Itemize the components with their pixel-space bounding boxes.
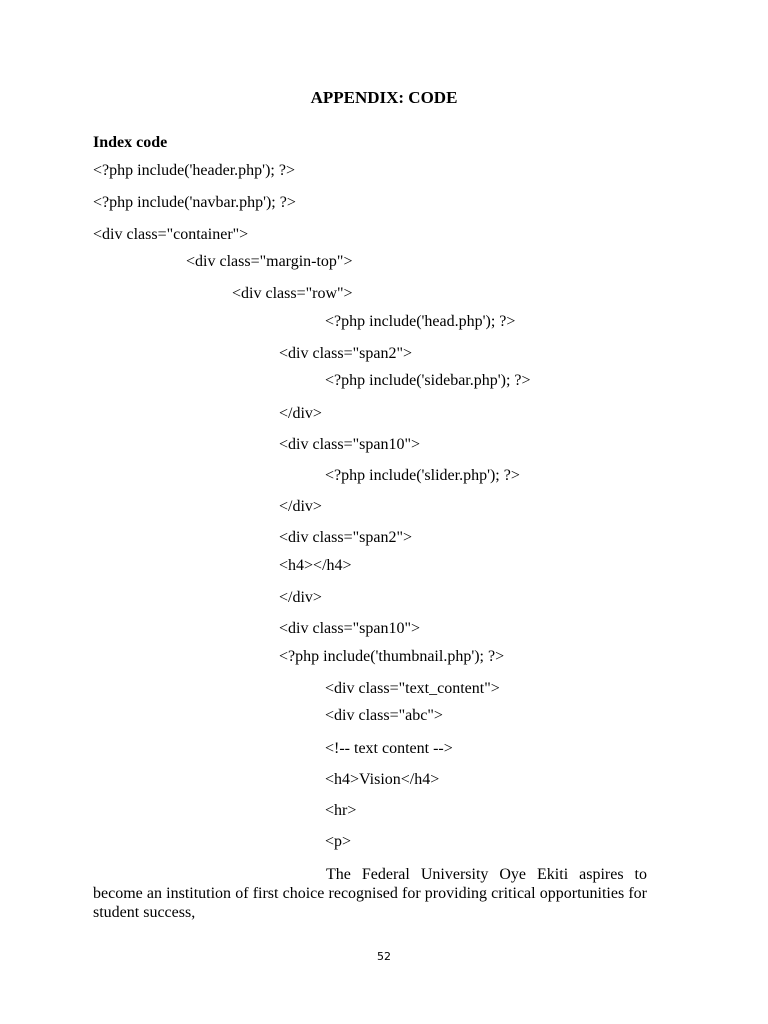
- code-line: <?php include('navbar.php'); ?>: [93, 194, 296, 211]
- code-line: <div class="span2">: [279, 345, 413, 362]
- code-line: <?php include('header.php'); ?>: [93, 162, 295, 179]
- code-line: <div class="row">: [232, 285, 353, 302]
- code-line: <?php include('thumbnail.php'); ?>: [279, 648, 505, 665]
- code-line: </div>: [279, 498, 322, 515]
- code-line: <hr>: [325, 802, 357, 819]
- code-line: <div class="span10">: [279, 436, 421, 453]
- code-line: <p>: [325, 833, 352, 850]
- code-line: </div>: [279, 405, 322, 422]
- code-line: <div class="text_content">: [325, 680, 500, 697]
- code-line: <div class="span2">: [279, 529, 413, 546]
- code-line: <div class="container">: [93, 226, 249, 243]
- code-line: <div class="abc">: [325, 707, 443, 724]
- code-line: <div class="span10">: [279, 620, 421, 637]
- section-heading: Index code: [93, 134, 168, 151]
- code-line: </div>: [279, 589, 322, 606]
- page-title: APPENDIX: CODE: [310, 88, 458, 107]
- code-line: <h4>Vision</h4>: [325, 771, 440, 788]
- code-line: <!-- text content -->: [325, 740, 453, 757]
- code-line: <?php include('head.php'); ?>: [325, 313, 516, 330]
- code-line: <div class="margin-top">: [186, 253, 353, 270]
- code-line: <?php include('slider.php'); ?>: [325, 467, 520, 484]
- code-line: <h4></h4>: [279, 557, 352, 574]
- body-paragraph: The Federal University Oye Ekiti aspires to become an institution of first choice recognised for providing critical opportunities for student success,: [93, 866, 647, 921]
- code-line: <?php include('sidebar.php'); ?>: [325, 372, 531, 389]
- page-number: 52: [377, 950, 391, 963]
